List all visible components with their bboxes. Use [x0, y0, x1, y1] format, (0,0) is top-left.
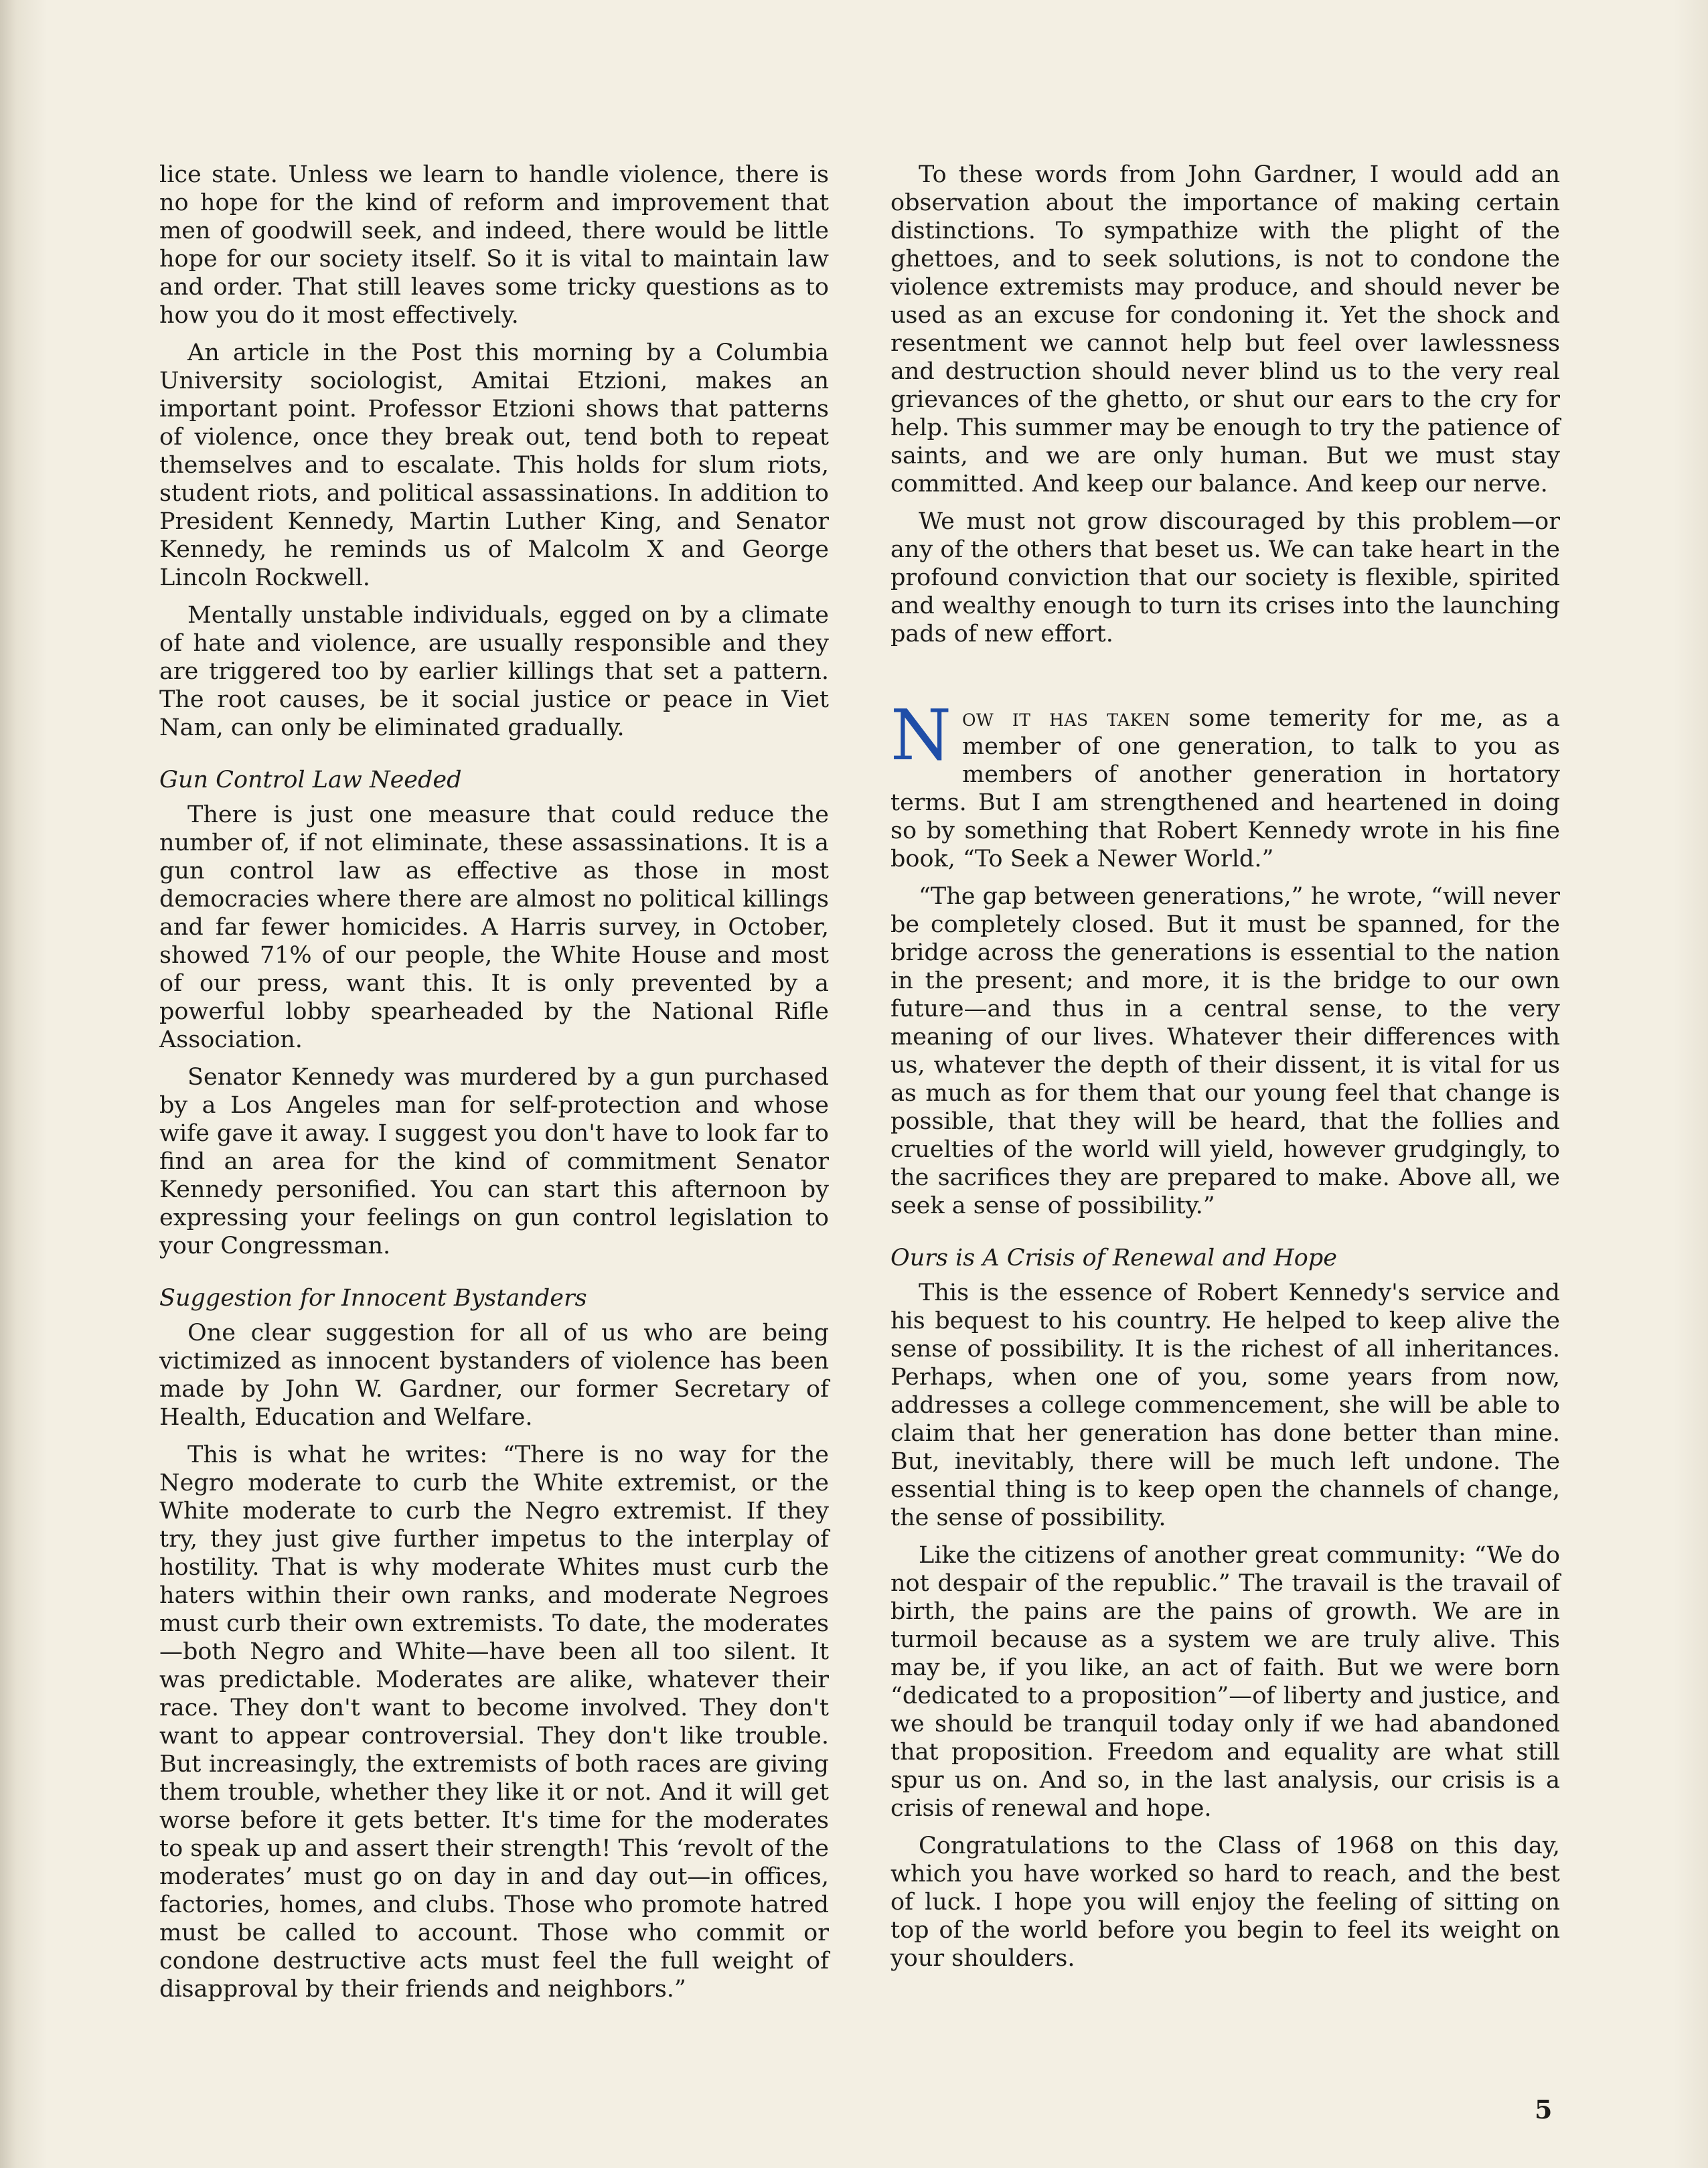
paragraph: An article in the Post this morning by a Columbia University sociologist, Amitai Etzioni, makes an important point. Professor Etzioni shows that patterns of violence, once they break out, tend both to repeat themselves and to escalate. This holds for slum riots, student riots, and political assassinations. In addition to President Kennedy, Martin Luther King, and Senator Kennedy, he reminds us of Malcolm X and George Lincoln Rockwell. — [159, 339, 829, 591]
paragraph: We must not grow discouraged by this problem—or any of the others that beset us. We can take heart in the profound conviction that our society is flexible, spirited and wealthy enough to turn its crises into the launching pads of new effort. — [890, 508, 1560, 647]
section-heading-innocent-bystanders: Suggestion for Innocent Bystanders — [159, 1285, 587, 1312]
paragraph: “The gap between generations,” he wrote, “will never be completely closed. But it must be spanned, for the bridge across the generations is essential to the nation in the present; and more, it is the bridge to our own future—and thus in a central sense, to the very meaning of our lives. Whatever their differences with us, whatever the depth of their dissent, it is vital for us as much as for them that our young feel that change is possible, that they will be heard, that the follies and cruelties of the world will yield, however grudgingly, to the sacrifices they are prepared to make. Above all, we seek a sense of possibility.” — [890, 883, 1560, 1219]
paragraph: This is the essence of Robert Kennedy's service and his bequest to his country. He helped to keep alive the sense of possibility. It is the richest of all inheritances. Perhaps, when one of you, some years from now, addresses a college commencement, she will be able to claim that her generation has done better than mine. But, inevitably, there will be much left undone. The essential thing is to keep open the channels of change, the sense of possibility. — [890, 1280, 1560, 1531]
paragraph: Mentally unstable individuals, egged on by a climate of hate and violence, are usually responsible and they are triggered too by earlier killings that set a pattern. The root causes, be it social justice or peace in Viet Nam, can only be eliminated gradually. — [159, 602, 829, 741]
paragraph: Like the citizens of another great community: “We do not despair of the republic.” The travail is the travail of birth, the pains are the pains of growth. We are in turmoil because as a system we are truly alive. This may be, if you like, an act of faith. But we were born “dedicated to a proposition”—of liberty and justice, and we should be tranquil today only if we had abandoned that proposition. Freedom and equality are what still spur us on. And so, in the last analysis, our crisis is a crisis of renewal and hope. — [890, 1542, 1560, 1822]
paragraph: To these words from John Gardner, I would add an observation about the importance of making certain distinctions. To sympathize with the plight of the ghettoes, and to seek solutions, is not to condone the violence extremists may produce, and should never be used as an excuse for condoning it. Yet the shock and resentment we cannot help but feel over lawlessness and destruction should never blind us to the very real grievances of the ghetto, or shut our ears to the cry for help. This summer may be enough to try the patience of saints, and we are only human. But we must stay committed. And keep our balance. And keep our nerve. — [890, 161, 1560, 497]
paragraph-text: some temerity for me, as a member of one generation, to talk to you as members of another generation in hortatory terms. But I am strengthened and heartened in doing so by something that Robert Kennedy wrote in his fine book, “To Seek a Newer World.” — [890, 705, 1561, 872]
lead-in-smallcaps: ow it has taken — [962, 705, 1170, 732]
paragraph: There is just one measure that could reduce the number of, if not eliminate, these assassinations. It is a gun control law as effective as those in most democracies where there are almost no political killings and far fewer homicides. A Harris survey, in October, showed 71% of our people, the White House and most of our press, want this. It is only prevented by a powerful lobby spearheaded by the National Rifle Association. — [159, 801, 829, 1053]
paragraph: One clear suggestion for all of us who are being victimized as innocent bystanders of violence has been made by John W. Gardner, our former Secretary of Health, Education and Welfare. — [159, 1320, 829, 1431]
paragraph: lice state. Unless we learn to handle violence, there is no hope for the kind of reform and improvement that men of goodwill seek, and indeed, there would be little hope for our society itself. So it is vital to maintain law and order. That still leaves some tricky questions as to how you do it most effectively. — [159, 161, 829, 329]
page-number: 5 — [1535, 2094, 1553, 2124]
paragraph: This is what he writes: “There is no way for the Negro moderate to curb the White extremist, or the White moderate to curb the Negro extremist. If they try, they just give further impetus to the interplay of hostility. That is why moderate Whites must curb the haters within their own ranks, and moderate Negroes must curb their own extremists. To date, the moderates—both Negro and White—have been all too silent. It was predictable. Moderates are alike, whatever their race. They don't want to become involved. They don't want to appear controversial. They don't like trouble. But increasingly, the extremists of both races are giving them trouble, whether they like it or not. And it will get worse before it gets better. It's time for the moderates to speak up and assert their strength! This ‘revolt of the moderates’ must go on day in and day out—in offices, factories, homes, and clubs. Those who promote hatred must be called to account. Those who commit or condone destructive acts must feel the full weight of disapproval by their friends and neighbors.” — [159, 1442, 829, 2003]
dropcap-paragraph — [890, 694, 1561, 873]
paragraph: Congratulations to the Class of 1968 on this day, which you have worked so hard to reach, and the best of luck. I hope you will enjoy the feeling of sitting on top of the world before you begin to feel its weight on your shoulders. — [890, 1833, 1560, 1972]
section-heading-crisis-renewal: Ours is A Crisis of Renewal and Hope — [890, 1245, 1337, 1271]
section-heading-gun-control: Gun Control Law Needed — [159, 767, 462, 793]
drop-cap: N — [890, 694, 951, 776]
right-column — [890, 161, 1560, 1982]
section-break — [890, 657, 1560, 704]
paragraph: Senator Kennedy was murdered by a gun purchased by a Los Angeles man for self-protection and whose wife gave it away. I suggest you don't have to look far to find an area for the kind of commitment Senator Kennedy personified. You can start this afternoon by expressing your feelings on gun control legislation to your Congressman. — [159, 1064, 829, 1259]
left-column — [159, 161, 829, 2013]
